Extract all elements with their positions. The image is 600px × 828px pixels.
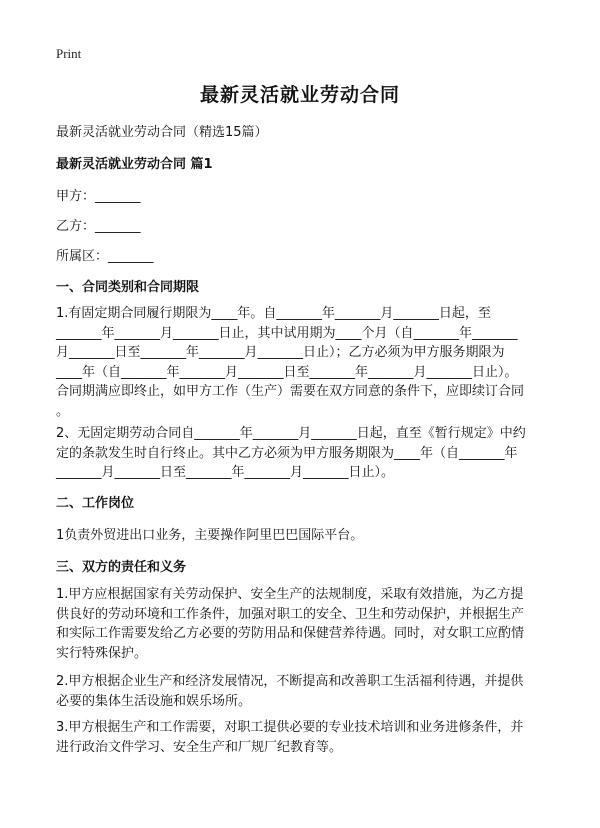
party-b-line: 乙方：_______ bbox=[56, 219, 141, 234]
section-2-heading: 二、工作岗位 bbox=[56, 496, 135, 511]
duty-1-paragraph bbox=[56, 585, 556, 663]
clause-1-paragraph bbox=[56, 304, 556, 421]
clause-1-line: 合同期满应即终止，如甲方工作（生产）需要在双方同意的条件下，应即续订合同 bbox=[56, 384, 525, 399]
section-1-heading: 一、合同类别和合同期限 bbox=[56, 280, 200, 295]
party-a-line: 甲方：_______ bbox=[56, 189, 141, 204]
document-title: 最新灵活就业劳动合同 bbox=[199, 84, 400, 106]
clause-1-line: 月_______日至_______年_______月_______日止）；乙方必须为甲方服务期限为 bbox=[56, 345, 505, 360]
duty-2-line: 2.甲方根据企业生产和经济发展情况，不断提高和改善职工生活福利待遇，并提供 bbox=[56, 674, 524, 689]
duty-3-paragraph bbox=[56, 718, 556, 757]
section-3-heading: 三、双方的责任和义务 bbox=[56, 560, 187, 575]
post-text: 1负责外贸进出口业务，主要操作阿里巴巴国际平台。 bbox=[56, 528, 364, 543]
clause-1-line: _______年_______月_______日止，其中试用期为____个月（自_______年_______ bbox=[56, 325, 518, 341]
duty-1-line: 实行特殊保护。 bbox=[56, 645, 148, 661]
duty-1-line: 供良好的劳动环境和工作条件，加强对职工的安全、卫生和劳动保护，并根据生产 bbox=[56, 606, 525, 622]
clause-2-line: _______月_______日至_______年_______月_______日止）。 bbox=[56, 465, 395, 480]
clause-2-paragraph bbox=[56, 424, 556, 483]
duty-3-line: 3.甲方根据生产和工作需要，对职工提供必要的专业技术培训和业务进修条件，并 bbox=[56, 720, 524, 735]
duty-3-line: 进行政治文件学习、安全生产和厂规厂纪教育等。 bbox=[56, 739, 343, 755]
clause-1-line: 。 bbox=[56, 403, 70, 419]
print-label: Print bbox=[56, 46, 82, 61]
region-line: 所属区：_______ bbox=[56, 249, 154, 264]
clause-1-line: 1.有固定期合同履行期限为____年。自_______年_______月_______日起，至 bbox=[56, 306, 491, 321]
document-subtitle: 最新灵活就业劳动合同（精选15篇） bbox=[56, 125, 268, 140]
clause-2-line: 定的条款发生时自行终止。其中乙方必须为甲方服务期限为____年（自_______年 bbox=[56, 445, 518, 461]
clause-2-line: 2、无固定期劳动合同自_______年_______月_______日起，直至《暂行规定》中约 bbox=[56, 426, 526, 441]
duty-1-line: 1.甲方应根据国家有关劳动保护、安全生产的法规制度，采取有效措施，为乙方提 bbox=[56, 587, 524, 602]
duty-1-line: 和实际工作需要发给乙方必要的劳防用品和保健营养待遇。同时，对女职工应酌情 bbox=[56, 626, 525, 641]
clause-1-line: ____年（自_______年_______月_______日至_______年_______月_______日止）。 bbox=[56, 364, 518, 380]
duty-2-line: 必要的集体生活设施和娱乐场所。 bbox=[56, 693, 252, 709]
article-heading: 最新灵活就业劳动合同 篇1 bbox=[56, 157, 213, 172]
duty-2-paragraph bbox=[56, 672, 556, 711]
